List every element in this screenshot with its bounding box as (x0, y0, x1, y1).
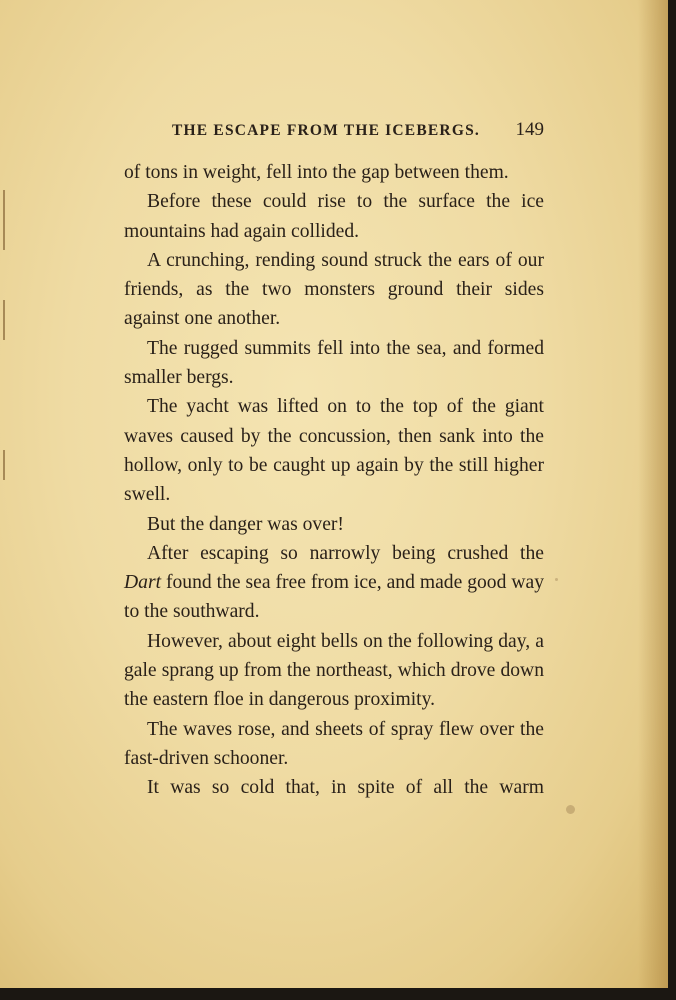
paragraph: Before these could rise to the surface the ice mountains had again collided. (124, 191, 544, 242)
foxing-spot (555, 578, 558, 581)
paragraph: The waves rose, and sheets of spray flew over the fast-driven schooner. (124, 718, 544, 769)
paragraph-text: found the sea free from ice, and made good way to the southward. (124, 572, 544, 623)
running-title: THE ESCAPE FROM THE ICEBERGS. (172, 122, 480, 139)
page-number: 149 (515, 119, 544, 140)
paragraph: The rugged summits fell into the sea, and formed smaller bergs. (124, 337, 544, 389)
paragraph: But the danger was over! (147, 513, 344, 535)
paragraph: However, about eight bells on the following day, a gale sprang up from the northeast, which drove down the eastern floe in dangerous proximity. (124, 630, 544, 711)
paragraph: The yacht was lifted on to the top of the giant waves caused by the concussion, then sank into the hollow, only to be caught up again by the still higher swell. (124, 396, 544, 506)
page-edge-mark (3, 300, 5, 340)
ship-name: Dart (124, 572, 162, 594)
page-header (172, 119, 544, 141)
paragraph-text: After escaping so narrowly being crushed the (147, 542, 544, 564)
body-text (124, 158, 544, 803)
paragraph: A crunching, rending sound struck the ears of our friends, as the two monsters ground their sides against one another. (124, 249, 544, 330)
page-edge-mark (3, 190, 5, 250)
paragraph: It was so cold that, in spite of all the warm (147, 777, 544, 799)
foxing-spot (566, 805, 575, 814)
paragraph: of tons in weight, fell into the gap between them. (124, 162, 509, 183)
paragraph (124, 539, 544, 627)
page-edge-mark (3, 450, 5, 480)
